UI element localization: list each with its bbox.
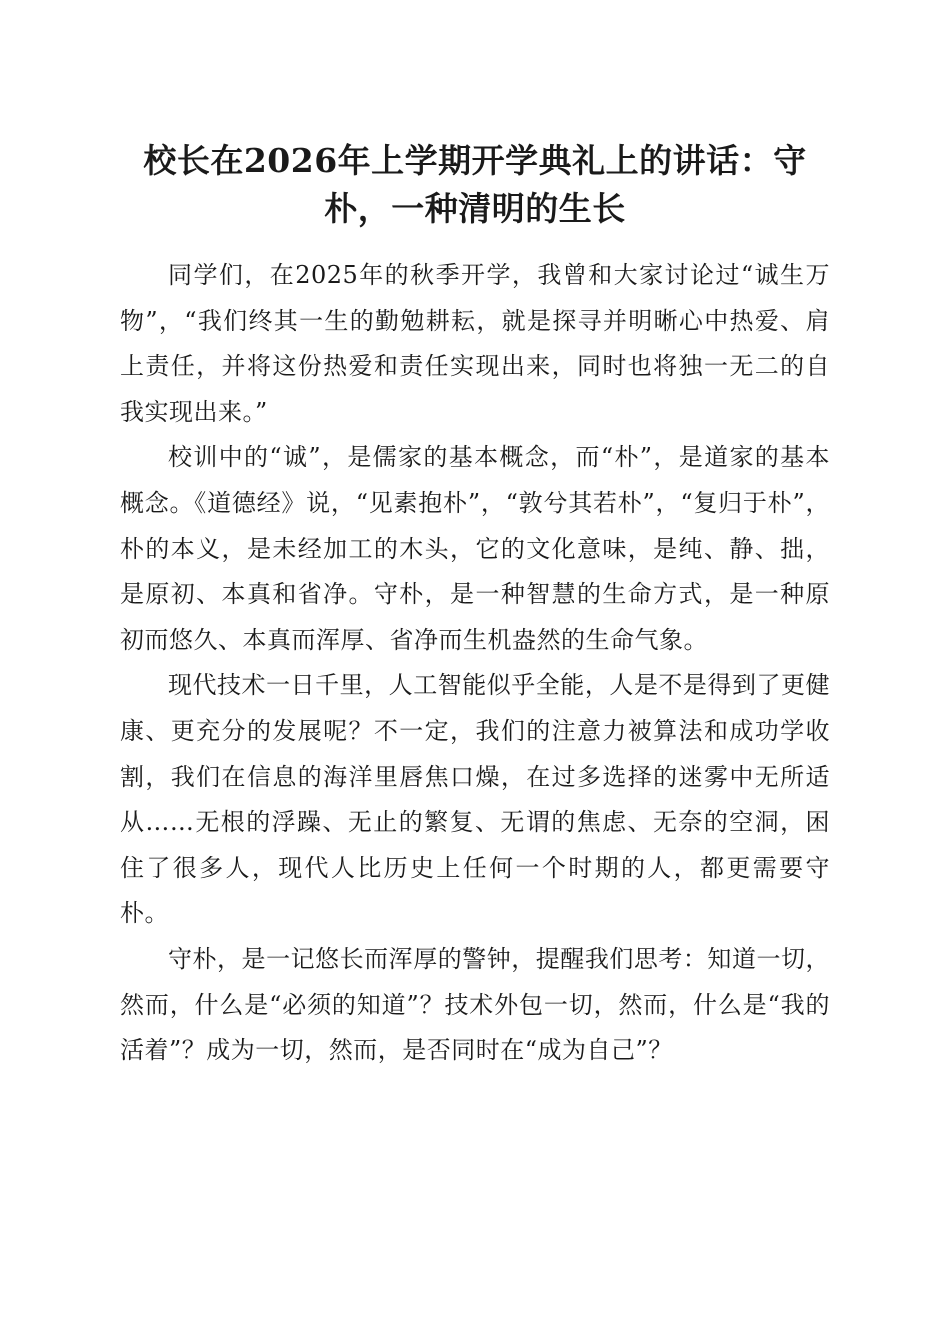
paragraph: 校训中的“诚”，是儒家的基本概念，而“朴”，是道家的基本概念。《道德经》说，“见素抱朴”，“敦兮其若朴”，“复归于朴”，朴的本义，是未经加工的木头，它的文化意味，是纯、静、拙，是原初、本真和省净。守朴，是一种智慧的生命方式，是一种原初而悠久、本真而浑厚、省净而生机盎然的生命气象。 — [120, 443, 830, 654]
paragraph: 同学们，在2025年的秋季开学，我曾和大家讨论过“诚生万物”，“我们终其一生的勤勉耕耘，就是探寻并明晰心中热爱、肩上责任，并将这份热爱和责任实现出来，同时也将独一无二的自我实现出来。” — [120, 261, 830, 426]
document-body — [120, 253, 830, 1074]
paragraph: 现代技术一日千里，人工智能似乎全能，人是不是得到了更健康、更充分的发展呢？不一定，我们的注意力被算法和成功学收割，我们在信息的海洋里唇焦口燥，在过多选择的迷雾中无所适从……无根的浮躁、无止的繁复、无谓的焦虑、无奈的空洞，困住了很多人，现代人比历史上任何一个时期的人，都更需要守朴。 — [120, 671, 830, 928]
document-title: 校长在2026年上学期开学典礼上的讲话：守朴，一种清明的生长 — [143, 141, 807, 228]
paragraph: 守朴，是一记悠长而浑厚的警钟，提醒我们思考：知道一切，然而，什么是“必须的知道”？技术外包一切，然而，什么是“我的活着”？成为一切，然而，是否同时在“成为自己”？ — [120, 944, 830, 1065]
